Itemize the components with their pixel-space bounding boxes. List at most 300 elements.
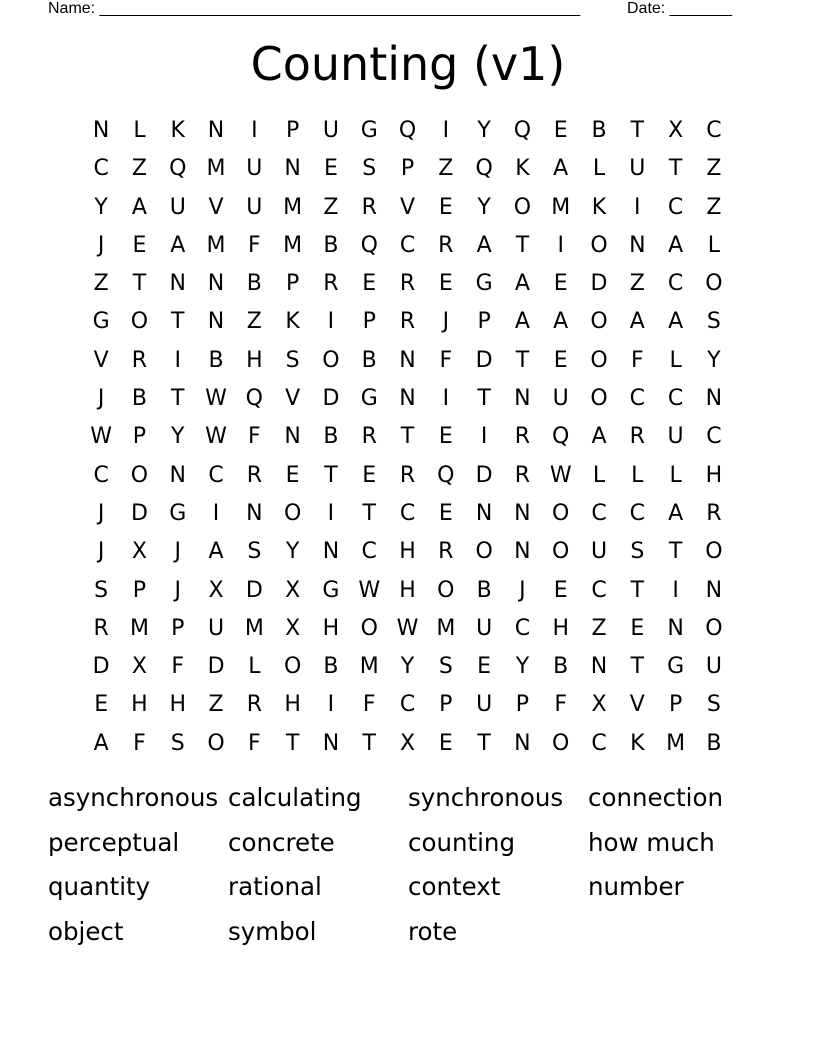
grid-letter: Y (477, 118, 491, 143)
grid-letter: O (705, 615, 723, 641)
grid-letter: N (705, 577, 723, 603)
grid-letter: D (92, 654, 110, 680)
grid-letter: O (475, 539, 493, 565)
grid-letter: Z (246, 309, 262, 335)
grid-letter: E (438, 730, 453, 756)
grid-letter: B (323, 424, 339, 450)
grid-letter: D (245, 577, 263, 603)
grid-letter: M (359, 654, 379, 680)
grid-letter: O (322, 347, 340, 373)
grid-letter: U (629, 156, 646, 182)
grid-letter: K (630, 730, 645, 756)
grid-letter: G (475, 271, 493, 297)
grid-letter: L (669, 462, 682, 488)
grid-letter: E (438, 194, 453, 220)
grid-letter: W (205, 424, 227, 450)
grid-letter: R (438, 232, 454, 258)
grid-letter: T (132, 271, 147, 297)
grid-letter: S (170, 730, 185, 756)
grid-letter: U (169, 194, 186, 220)
grid-letter: T (362, 500, 376, 526)
grid-letter: E (553, 118, 568, 143)
grid-letter: Y (477, 194, 491, 220)
grid-letter: S (706, 309, 721, 335)
grid-letter: E (477, 654, 492, 680)
grid-letter: J (442, 309, 450, 335)
grid-letter: S (362, 156, 377, 182)
grid-letter: O (552, 539, 570, 565)
grid-letter: T (400, 424, 415, 450)
word-bank-item: context (408, 872, 501, 902)
grid-letter: A (476, 232, 492, 258)
grid-letter: Q (475, 156, 493, 182)
grid-letter: Q (513, 118, 532, 143)
grid-letter: A (131, 194, 147, 220)
grid-letter: H (399, 539, 416, 565)
grid-letter: I (442, 386, 450, 412)
grid-letter: X (399, 730, 416, 756)
grid-letter: B (553, 654, 569, 680)
grid-letter: T (668, 539, 683, 565)
grid-letter: T (477, 730, 491, 756)
grid-letter: O (552, 500, 570, 526)
grid-letter: Q (169, 156, 187, 182)
grid-letter: Y (94, 194, 108, 220)
grid-letter: Z (438, 156, 454, 182)
grid-letter: N (322, 539, 340, 565)
grid-letter: I (557, 232, 564, 258)
grid-letter: E (285, 462, 300, 488)
grid-letter: U (590, 539, 608, 565)
grid-letter: T (324, 462, 338, 488)
grid-letter: M (129, 615, 149, 641)
grid-letter: Q (437, 462, 455, 488)
grid-letter: N (399, 386, 416, 412)
grid-letter: H (131, 692, 148, 718)
grid-letter: O (590, 347, 608, 373)
grid-letter: B (131, 386, 147, 412)
word-bank-item: concrete (228, 827, 335, 857)
grid-letter: O (283, 654, 302, 680)
word-bank-item: counting (408, 827, 516, 857)
grid-letter: C (514, 615, 531, 641)
grid-letter: K (170, 118, 185, 143)
grid-letter: C (399, 232, 416, 258)
grid-letter: R (131, 347, 148, 373)
grid-letter: F (248, 232, 261, 258)
grid-letter: V (629, 692, 645, 718)
grid-letter: E (362, 271, 377, 297)
grid-letter: Y (285, 539, 300, 565)
grid-letter: M (206, 156, 226, 182)
grid-letter: N (514, 500, 531, 526)
grid-letter: O (552, 730, 570, 756)
grid-letter: O (437, 577, 455, 603)
grid-letter: P (171, 615, 185, 641)
grid-row (82, 572, 733, 610)
grid-letter: L (592, 462, 606, 488)
grid-letter: X (285, 615, 301, 641)
grid-letter: W (205, 386, 227, 412)
grid-letter: I (212, 500, 220, 526)
grid-letter: N (475, 500, 493, 526)
grid-letter: C (399, 500, 416, 526)
grid-letter: O (590, 309, 608, 335)
grid-letter: J (97, 539, 105, 565)
grid-letter: C (361, 539, 377, 565)
grid-letter: A (170, 232, 186, 258)
grid-letter: F (554, 692, 568, 718)
grid-letter: B (361, 347, 377, 373)
grid-letter: Q (398, 118, 417, 143)
grid-letter: R (246, 462, 262, 488)
grid-letter: P (285, 271, 300, 297)
grid-letter: C (208, 462, 224, 488)
grid-letter: A (591, 424, 607, 450)
grid-letter: H (399, 577, 416, 603)
grid-letter: T (171, 309, 185, 335)
grid-letter: B (706, 730, 722, 756)
grid-letter: D (475, 462, 493, 488)
grid-letter: R (399, 309, 416, 335)
grid-row (82, 227, 733, 265)
grid-letter: X (131, 539, 147, 565)
grid-letter: L (133, 118, 146, 143)
grid-letter: N (207, 271, 225, 297)
grid-letter: A (668, 500, 684, 526)
grid-letter: B (591, 118, 607, 143)
grid-letter: I (251, 118, 258, 143)
grid-row (82, 418, 733, 456)
grid-letter: O (207, 730, 225, 756)
grid-letter: P (439, 692, 453, 718)
grid-row (82, 686, 733, 724)
word-bank-item: quantity (48, 872, 151, 902)
grid-letter: Q (552, 424, 570, 450)
grid-letter: K (285, 309, 300, 335)
grid-letter: C (629, 386, 645, 412)
grid-letter: Z (706, 156, 722, 182)
grid-letter: N (92, 118, 110, 143)
page-title: Counting (v1) (250, 37, 566, 91)
grid-letter: S (247, 539, 262, 565)
grid-letter: W (549, 462, 572, 488)
grid-letter: B (323, 232, 339, 258)
grid-letter: J (97, 500, 105, 526)
word-bank-item: number (588, 872, 684, 902)
grid-letter: R (93, 615, 109, 641)
grid-letter: T (515, 232, 530, 258)
grid-letter: H (322, 615, 340, 641)
grid-letter: W (90, 424, 113, 450)
grid-letter: I (672, 577, 679, 603)
grid-letter: S (94, 577, 109, 603)
grid-letter: J (174, 577, 181, 603)
grid-letter: D (207, 654, 225, 680)
grid-letter: K (591, 194, 607, 220)
grid-letter: N (705, 386, 723, 412)
grid-letter: P (400, 156, 415, 182)
grid-letter: C (591, 730, 607, 756)
grid-letter: A (668, 232, 684, 258)
grid-letter: A (208, 539, 224, 565)
grid-letter: E (438, 500, 453, 526)
grid-letter: I (442, 118, 450, 143)
grid-letter: B (246, 271, 262, 297)
grid-letter: R (361, 194, 377, 220)
grid-letter: R (323, 271, 339, 297)
grid-letter: Z (208, 692, 224, 718)
grid-letter: B (323, 654, 339, 680)
grid-letter: A (668, 309, 684, 335)
grid-letter: E (132, 232, 147, 258)
grid-letter: P (362, 309, 376, 335)
grid-letter: P (477, 309, 491, 335)
grid-letter: Z (93, 271, 109, 297)
grid-letter: T (630, 118, 645, 143)
grid-letter: R (438, 539, 454, 565)
grid-letter: C (93, 156, 109, 182)
grid-letter: Y (400, 654, 415, 680)
grid-letter: V (208, 194, 224, 220)
grid-letter: X (668, 118, 684, 143)
word-bank (48, 778, 768, 957)
grid-letter: U (207, 615, 225, 641)
grid-letter: E (94, 692, 109, 718)
grid-letter: O (705, 271, 723, 297)
grid-letter: F (362, 692, 376, 718)
grid-row (82, 150, 733, 188)
grid-letter: B (476, 577, 492, 603)
grid-letter: N (246, 500, 263, 526)
grid-letter: E (362, 462, 377, 488)
grid-letter: H (246, 347, 263, 373)
word-bank-item: object (48, 917, 124, 947)
grid-letter: T (362, 730, 376, 756)
grid-letter: Y (171, 424, 185, 450)
grid-row (82, 457, 733, 495)
grid-letter: U (476, 692, 493, 718)
grid-letter: N (399, 347, 416, 373)
grid-letter: I (174, 347, 181, 373)
grid-row (82, 189, 733, 227)
grid-letter: O (283, 500, 302, 526)
grid-letter: Z (629, 271, 645, 297)
grid-letter: Z (323, 194, 339, 220)
grid-letter: E (438, 271, 453, 297)
grid-letter: O (513, 194, 532, 220)
grid-letter: H (284, 692, 301, 718)
word-bank-item: how much (588, 827, 715, 857)
grid-letter: F (248, 424, 261, 450)
grid-letter: G (169, 500, 187, 526)
grid-letter: A (514, 271, 530, 297)
grid-letter: L (631, 462, 644, 488)
grid-letter: R (629, 424, 645, 450)
grid-letter: E (323, 156, 338, 182)
grid-letter: M (244, 615, 264, 641)
grid-letter: T (630, 654, 645, 680)
grid-row (82, 265, 733, 303)
grid-letter: C (667, 386, 684, 412)
grid-letter: P (515, 692, 530, 718)
grid-letter: E (553, 577, 568, 603)
grid-letter: V (399, 194, 416, 220)
grid-letter: R (706, 500, 722, 526)
grid-letter: F (133, 730, 146, 756)
grid-letter: D (475, 347, 493, 373)
grid-letter: D (130, 500, 148, 526)
grid-letter: M (551, 194, 571, 220)
grid-letter: Y (707, 347, 721, 373)
word-bank-item: asynchronous (48, 783, 219, 812)
grid-row (82, 533, 733, 571)
grid-row (82, 495, 733, 533)
grid-letter: N (169, 462, 186, 488)
grid-letter: S (706, 692, 721, 718)
grid-letter: X (131, 654, 147, 680)
grid-letter: T (515, 347, 530, 373)
grid-letter: G (360, 118, 378, 143)
grid-letter: F (439, 347, 453, 373)
grid-letter: Z (706, 194, 722, 220)
grid-letter: N (667, 615, 684, 641)
grid-letter: F (171, 654, 185, 680)
grid-letter: X (591, 692, 607, 718)
grid-letter: N (322, 730, 340, 756)
grid-letter: L (248, 654, 261, 680)
grid-letter: Q (360, 232, 378, 258)
grid-letter: P (132, 577, 147, 603)
grid-letter: D (590, 271, 608, 297)
date-field-line: Date: _______ (627, 0, 732, 17)
grid-letter: O (130, 462, 149, 488)
grid-letter: H (705, 462, 723, 488)
grid-letter: C (93, 462, 109, 488)
word-bank-item: synchronous (408, 783, 564, 812)
grid-letter: W (396, 615, 419, 641)
grid-letter: I (634, 194, 641, 220)
grid-letter: I (327, 500, 335, 526)
word-bank-item: rational (228, 872, 322, 902)
grid-letter: N (590, 654, 608, 680)
grid-letter: N (284, 424, 301, 450)
grid-letter: C (591, 577, 607, 603)
grid-letter: N (207, 309, 225, 335)
word-bank-item: symbol (228, 917, 317, 947)
grid-letter: C (399, 692, 416, 718)
grid-letter: O (360, 615, 378, 641)
grid-letter: Y (515, 654, 530, 680)
grid-letter: C (667, 194, 684, 220)
grid-letter: N (284, 156, 301, 182)
grid-letter: M (283, 194, 303, 220)
grid-letter: T (668, 156, 683, 182)
grid-letter: U (246, 156, 263, 182)
grid-letter: N (207, 118, 225, 143)
grid-letter: A (93, 730, 109, 756)
grid-letter: U (552, 386, 569, 412)
grid-row (82, 303, 733, 341)
grid-letter: I (480, 424, 488, 450)
grid-row (82, 342, 733, 380)
grid-letter: V (285, 386, 301, 412)
grid-letter: E (553, 271, 568, 297)
grid-letter: J (97, 232, 105, 258)
grid-letter: S (630, 539, 645, 565)
grid-letter: N (629, 232, 646, 258)
name-field-line: Name: ______________________________________________________ (48, 0, 581, 17)
grid-letter: W (358, 577, 381, 603)
grid-letter: S (285, 347, 300, 373)
grid-letter: I (327, 692, 335, 718)
grid-letter: P (132, 424, 147, 450)
grid-letter: X (208, 577, 224, 603)
grid-letter: D (322, 386, 340, 412)
grid-letter: R (361, 424, 377, 450)
grid-letter: A (553, 156, 569, 182)
grid-letter: X (285, 577, 301, 603)
grid-letter: A (629, 309, 645, 335)
letter-grid (82, 112, 733, 763)
word-bank-item: perceptual (48, 827, 180, 857)
grid-letter: Q (245, 386, 263, 412)
grid-letter: P (668, 692, 683, 718)
grid-letter: G (667, 654, 685, 680)
grid-letter: N (169, 271, 186, 297)
grid-letter: C (591, 500, 607, 526)
grid-letter: J (97, 386, 105, 412)
grid-letter: V (93, 347, 109, 373)
grid-letter: O (130, 309, 149, 335)
grid-letter: R (246, 692, 262, 718)
grid-letter: F (630, 347, 644, 373)
grid-letter: M (436, 615, 456, 641)
grid-letter: U (476, 615, 493, 641)
grid-row (82, 112, 733, 150)
grid-letter: U (246, 194, 263, 220)
word-bank-item: calculating (228, 783, 362, 812)
grid-letter: B (208, 347, 224, 373)
grid-letter: O (590, 232, 608, 258)
grid-letter: N (514, 539, 531, 565)
grid-letter: P (285, 118, 300, 143)
grid-row (82, 610, 733, 648)
grid-letter: U (705, 654, 722, 680)
grid-letter: G (92, 309, 110, 335)
grid-letter: C (706, 118, 722, 143)
grid-letter: J (519, 577, 526, 603)
grid-letter: U (667, 424, 684, 450)
grid-letter: G (322, 577, 340, 603)
grid-letter: J (174, 539, 181, 565)
grid-letter: T (171, 386, 185, 412)
grid-letter: Z (591, 615, 607, 641)
grid-letter: H (169, 692, 187, 718)
grid-row (82, 648, 733, 686)
grid-letter: C (629, 500, 645, 526)
grid-letter: C (667, 271, 684, 297)
grid-letter: I (327, 309, 335, 335)
grid-letter: E (438, 424, 453, 450)
grid-letter: A (553, 309, 569, 335)
grid-letter: F (248, 730, 261, 756)
grid-letter: L (592, 156, 606, 182)
grid-letter: O (590, 386, 608, 412)
grid-letter: T (477, 386, 491, 412)
grid-letter: H (552, 615, 569, 641)
grid-row (82, 725, 733, 763)
